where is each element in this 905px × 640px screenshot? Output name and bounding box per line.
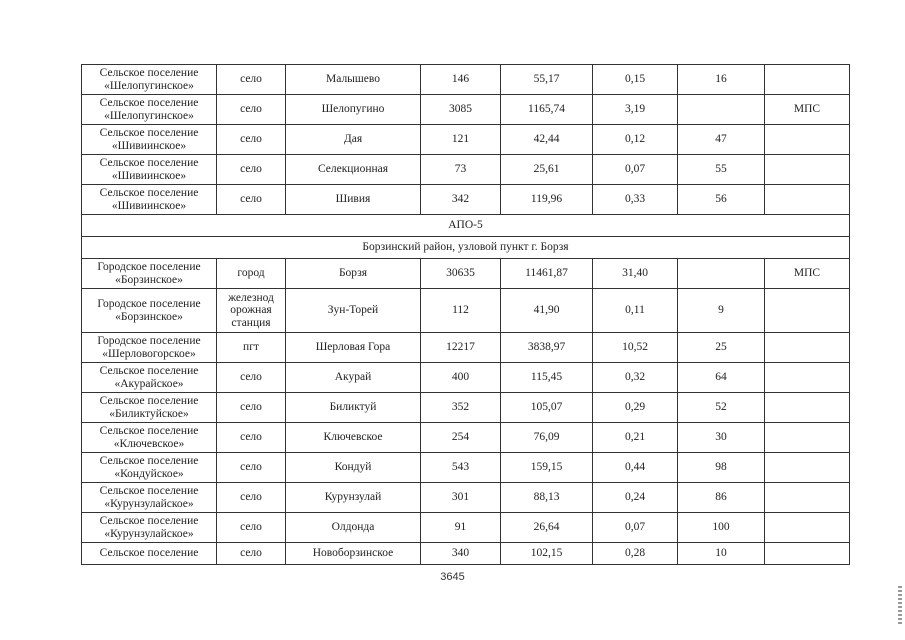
cell-population: 91 bbox=[421, 513, 501, 543]
cell-share: 0,12 bbox=[593, 125, 678, 155]
cell-load: 26,64 bbox=[501, 513, 593, 543]
cell-share: 0,24 bbox=[593, 483, 678, 513]
cell-share: 0,32 bbox=[593, 363, 678, 393]
cell-load: 115,45 bbox=[501, 363, 593, 393]
cell-population: 12217 bbox=[421, 333, 501, 363]
cell-locality: Шелопугино bbox=[286, 95, 421, 125]
cell-distance bbox=[678, 95, 765, 125]
cell-note bbox=[765, 155, 850, 185]
cell-share: 0,07 bbox=[593, 155, 678, 185]
table-row bbox=[82, 333, 850, 363]
table-row bbox=[82, 185, 850, 215]
cell-share: 10,52 bbox=[593, 333, 678, 363]
cell-distance: 47 bbox=[678, 125, 765, 155]
table-row bbox=[82, 65, 850, 95]
cell-share: 0,15 bbox=[593, 65, 678, 95]
cell-note bbox=[765, 393, 850, 423]
cell-load: 119,96 bbox=[501, 185, 593, 215]
cell-locality: Борзя bbox=[286, 259, 421, 289]
cell-type: село bbox=[217, 423, 286, 453]
cell-share: 3,19 bbox=[593, 95, 678, 125]
cell-note bbox=[765, 423, 850, 453]
cell-settlement: Сельское поселение «Шивиинское» bbox=[82, 125, 217, 155]
cell-settlement: Сельское поселение «Шивиинское» bbox=[82, 185, 217, 215]
cell-distance: 86 bbox=[678, 483, 765, 513]
section-row bbox=[82, 215, 850, 237]
cell-locality: Дая bbox=[286, 125, 421, 155]
cell-share: 0,28 bbox=[593, 543, 678, 565]
cell-note bbox=[765, 125, 850, 155]
cell-load: 11461,87 bbox=[501, 259, 593, 289]
table-body bbox=[82, 65, 850, 565]
cell-settlement: Сельское поселение «Акурайское» bbox=[82, 363, 217, 393]
cell-settlement: Сельское поселение «Курунзулайское» bbox=[82, 483, 217, 513]
cell-distance: 52 bbox=[678, 393, 765, 423]
cell-type: село bbox=[217, 453, 286, 483]
cell-settlement: Городское поселение «Борзинское» bbox=[82, 289, 217, 333]
cell-share: 0,21 bbox=[593, 423, 678, 453]
cell-settlement: Сельское поселение «Ключевское» bbox=[82, 423, 217, 453]
cell-distance: 30 bbox=[678, 423, 765, 453]
cell-population: 400 bbox=[421, 363, 501, 393]
cell-population: 73 bbox=[421, 155, 501, 185]
cell-type: село bbox=[217, 155, 286, 185]
settlements-table bbox=[81, 64, 850, 565]
cell-settlement: Сельское поселение «Биликтуйское» bbox=[82, 393, 217, 423]
cell-share: 0,29 bbox=[593, 393, 678, 423]
cell-population: 342 bbox=[421, 185, 501, 215]
cell-load: 42,44 bbox=[501, 125, 593, 155]
cell-type: село bbox=[217, 125, 286, 155]
table-row bbox=[82, 289, 850, 333]
cell-distance: 10 bbox=[678, 543, 765, 565]
cell-locality: Новоборзинское bbox=[286, 543, 421, 565]
cell-share: 0,44 bbox=[593, 453, 678, 483]
cell-locality: Ключевское bbox=[286, 423, 421, 453]
cell-locality: Селекционная bbox=[286, 155, 421, 185]
cell-note bbox=[765, 185, 850, 215]
cell-distance: 98 bbox=[678, 453, 765, 483]
cell-settlement: Сельское поселение «Шелопугинское» bbox=[82, 65, 217, 95]
cell-type: село bbox=[217, 185, 286, 215]
cell-note bbox=[765, 513, 850, 543]
cell-population: 3085 bbox=[421, 95, 501, 125]
cell-note bbox=[765, 453, 850, 483]
cell-distance: 25 bbox=[678, 333, 765, 363]
cell-type: пгт bbox=[217, 333, 286, 363]
cell-population: 254 bbox=[421, 423, 501, 453]
cell-note: МПС bbox=[765, 259, 850, 289]
cell-load: 25,61 bbox=[501, 155, 593, 185]
cell-note bbox=[765, 65, 850, 95]
cell-type: село bbox=[217, 65, 286, 95]
cell-load: 1165,74 bbox=[501, 95, 593, 125]
cell-locality: Зун-Торей bbox=[286, 289, 421, 333]
cell-locality: Биликтуй bbox=[286, 393, 421, 423]
cell-load: 3838,97 bbox=[501, 333, 593, 363]
cell-type: город bbox=[217, 259, 286, 289]
cell-locality: Акурай bbox=[286, 363, 421, 393]
cell-settlement: Сельское поселение «Шелопугинское» bbox=[82, 95, 217, 125]
table-row bbox=[82, 259, 850, 289]
page-number: 3645 bbox=[440, 571, 465, 583]
cell-share: 0,11 bbox=[593, 289, 678, 333]
cell-locality: Малышево bbox=[286, 65, 421, 95]
cell-population: 121 bbox=[421, 125, 501, 155]
cell-type: село bbox=[217, 363, 286, 393]
cell-note bbox=[765, 363, 850, 393]
cell-population: 112 bbox=[421, 289, 501, 333]
table-row bbox=[82, 363, 850, 393]
cell-locality: Кондуй bbox=[286, 453, 421, 483]
cell-type: село bbox=[217, 95, 286, 125]
cell-type: село bbox=[217, 483, 286, 513]
table-row bbox=[82, 125, 850, 155]
cell-settlement: Сельское поселение «Шивиинское» bbox=[82, 155, 217, 185]
cell-locality: Шивия bbox=[286, 185, 421, 215]
table-row bbox=[82, 95, 850, 125]
cell-load: 105,07 bbox=[501, 393, 593, 423]
cell-settlement: Сельское поселение «Курунзулайское» bbox=[82, 513, 217, 543]
table-row bbox=[82, 423, 850, 453]
cell-note bbox=[765, 483, 850, 513]
cell-locality: Шерловая Гора bbox=[286, 333, 421, 363]
cell-load: 88,13 bbox=[501, 483, 593, 513]
cell-load: 102,15 bbox=[501, 543, 593, 565]
cell-settlement: Городское поселение «Борзинское» bbox=[82, 259, 217, 289]
cell-load: 41,90 bbox=[501, 289, 593, 333]
table-row bbox=[82, 393, 850, 423]
cell-distance: 100 bbox=[678, 513, 765, 543]
cell-type: село bbox=[217, 393, 286, 423]
cell-note bbox=[765, 333, 850, 363]
cell-population: 146 bbox=[421, 65, 501, 95]
cell-note: МПС bbox=[765, 95, 850, 125]
section-title: АПО-5 bbox=[82, 215, 850, 237]
table-row bbox=[82, 155, 850, 185]
cell-population: 340 bbox=[421, 543, 501, 565]
section-row bbox=[82, 237, 850, 259]
cell-distance: 55 bbox=[678, 155, 765, 185]
cell-note bbox=[765, 289, 850, 333]
section-subtitle: Борзинский район, узловой пункт г. Борзя bbox=[82, 237, 850, 259]
cell-locality: Олдонда bbox=[286, 513, 421, 543]
cell-population: 352 bbox=[421, 393, 501, 423]
table-row bbox=[82, 543, 850, 565]
scan-edge-mark bbox=[898, 586, 902, 626]
table-row bbox=[82, 483, 850, 513]
cell-settlement: Сельское поселение bbox=[82, 543, 217, 565]
cell-distance bbox=[678, 259, 765, 289]
cell-settlement: Городское поселение «Шерловогорское» bbox=[82, 333, 217, 363]
table-row bbox=[82, 453, 850, 483]
cell-distance: 64 bbox=[678, 363, 765, 393]
cell-type: село bbox=[217, 543, 286, 565]
cell-note bbox=[765, 543, 850, 565]
table-row bbox=[82, 513, 850, 543]
cell-share: 31,40 bbox=[593, 259, 678, 289]
cell-distance: 16 bbox=[678, 65, 765, 95]
cell-population: 301 bbox=[421, 483, 501, 513]
cell-load: 55,17 bbox=[501, 65, 593, 95]
cell-distance: 56 bbox=[678, 185, 765, 215]
cell-share: 0,33 bbox=[593, 185, 678, 215]
cell-settlement: Сельское поселение «Кондуйское» bbox=[82, 453, 217, 483]
cell-type: железнод орожная станция bbox=[217, 289, 286, 333]
cell-type: село bbox=[217, 513, 286, 543]
cell-distance: 9 bbox=[678, 289, 765, 333]
cell-share: 0,07 bbox=[593, 513, 678, 543]
cell-locality: Курунзулай bbox=[286, 483, 421, 513]
cell-load: 76,09 bbox=[501, 423, 593, 453]
cell-population: 30635 bbox=[421, 259, 501, 289]
cell-population: 543 bbox=[421, 453, 501, 483]
cell-load: 159,15 bbox=[501, 453, 593, 483]
